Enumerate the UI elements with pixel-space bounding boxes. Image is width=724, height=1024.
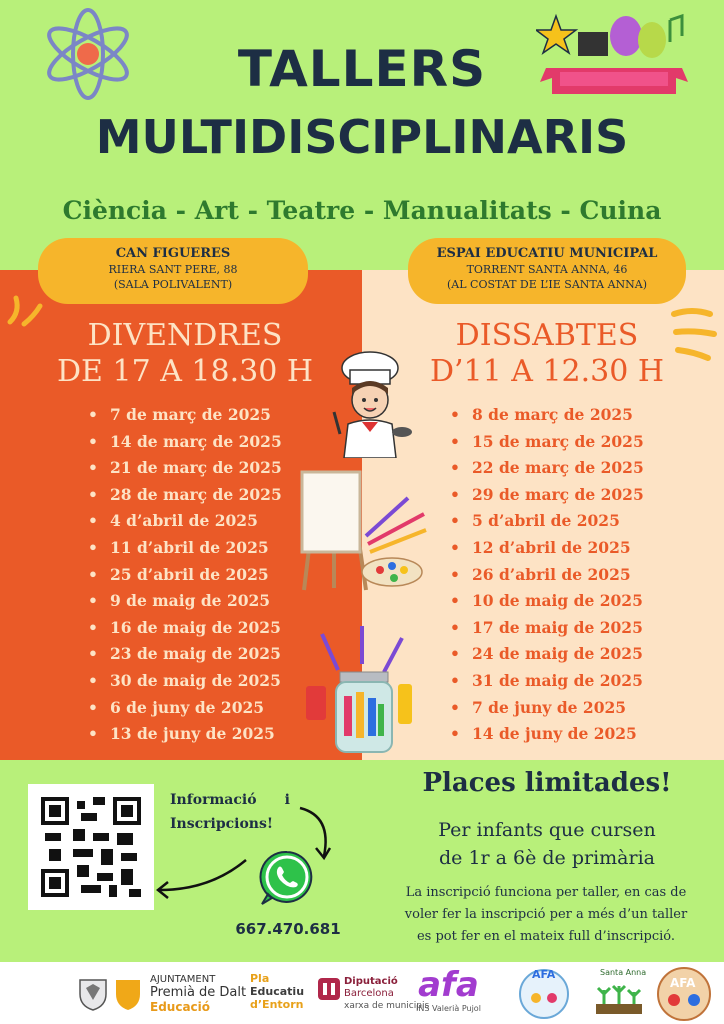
list-item: • 16 de maig de 2025 [88,615,282,642]
friday-schedule-heading [20,318,350,390]
qr-code[interactable] [28,784,154,910]
friday-hours: DE 17 A 18.30 H [57,354,313,389]
list-item: • 26 d’abril de 2025 [450,562,644,589]
list-item: • 22 de març de 2025 [450,455,644,482]
afa-escola-text: AFA [532,968,556,981]
info-inscriptions-label [170,788,290,836]
list-item: • 15 de març de 2025 [450,429,644,456]
afa-ins-logo [416,966,481,1013]
friday-venue-address: RIERA SANT PERE, 88 [108,263,238,276]
list-item: • 8 de març de 2025 [450,402,644,429]
afa-ramon-text: AFA [670,976,696,990]
shield-crest-icon [78,976,108,1012]
note-line-3: es pot fer en el mateix full d’inscripció. [416,929,676,944]
list-item: • 4 d’abril de 2025 [88,508,282,535]
list-item: • 14 de març de 2025 [88,429,282,456]
title-line-1: TALLERS [237,40,487,98]
disciplines-subtitle: Ciència - Art - Teatre - Manualitats - Cuina [62,196,662,225]
diputacio-emblem-icon [318,978,340,1000]
whatsapp-icon[interactable] [258,848,316,906]
list-item: • 7 de març de 2025 [88,402,282,429]
list-item: • 7 de juny de 2025 [450,695,644,722]
pla-line2: Educatiu [250,985,305,998]
list-item: • 12 d’abril de 2025 [450,535,644,562]
ajuntament-line2: Premià de Dalt [150,985,247,1000]
craft-jar-icon [302,624,422,756]
list-item: • 24 de maig de 2025 [450,641,644,668]
registration-note [376,882,716,948]
list-item: • 25 d’abril de 2025 [88,562,282,589]
santa-anna-logo: Santa Anna [600,968,647,977]
saturday-hours: D’11 A 12.30 H [429,354,665,389]
title-line-2: MULTIDISCIPLINARIS [95,110,629,164]
friday-day-label: DIVENDRES [87,318,283,353]
list-item: • 21 de març de 2025 [88,455,282,482]
saturday-day-label: DISSABTES [455,318,639,353]
diputacio-line3: xarxa de municipis [344,1001,430,1011]
pla-line1: Pla [250,972,270,985]
saturday-venue-badge [408,238,686,304]
list-item: • 28 de març de 2025 [88,482,282,509]
afa-text: afa [418,965,479,1005]
list-item: • 29 de març de 2025 [450,482,644,509]
friday-venue-name: CAN FIGUERES [115,246,231,261]
sponsors-footer [0,962,724,1024]
list-item: • 23 de maig de 2025 [88,641,282,668]
list-item: • 17 de maig de 2025 [450,615,644,642]
list-item: • 11 d’abril de 2025 [88,535,282,562]
note-line-1: La inscripció funciona per taller, en cas de [405,885,687,900]
list-item: • 5 d’abril de 2025 [450,508,644,535]
info-word: Informació [170,792,257,808]
list-item: • 9 de maig de 2025 [88,588,282,615]
saturday-venue-address: TORRENT SANTA ANNA, 46 [466,263,628,276]
list-item: • 31 de maig de 2025 [450,668,644,695]
friday-dates-list [88,402,282,748]
qr-code-icon [41,797,141,897]
target-line-1: Per infants que cursen [438,819,656,841]
note-line-2: voler fer la inscripció per a més d’un taller [404,907,688,922]
target-line-2: de 1r a 6è de primària [439,847,655,869]
ajuntament-logo [150,974,246,1014]
pla-educatiu-logo [250,972,304,1011]
saturday-dates-list [450,402,644,748]
target-audience [382,816,712,872]
santa-anna-plants-icon [594,980,644,1016]
info-word-i: i [284,792,290,808]
diputacio-line1: Diputació [344,976,398,987]
saturday-venue-room: (AL COSTAT DE L’IE SANTA ANNA) [446,278,647,291]
list-item: • 13 de juny de 2025 [88,721,282,748]
afa-ramon-logo-icon [656,966,712,1022]
afa-sub: INS Valerià Pujol [416,1004,481,1013]
list-item: • 30 de maig de 2025 [88,668,282,695]
pla-line3: d’Entorn [250,998,304,1011]
list-item: • 10 de maig de 2025 [450,588,644,615]
list-item: • 14 de juny de 2025 [450,721,644,748]
shield-gold-icon [114,976,142,1012]
places-heading: Places limitades! [422,768,672,798]
list-item: • 6 de juny de 2025 [88,695,282,722]
saturday-schedule-heading [382,318,712,390]
friday-venue-badge [38,238,308,304]
arrow-to-qr-icon [150,856,250,904]
saturday-venue-name: ESPAI EDUCATIU MUNICIPAL [436,246,658,261]
phone-number[interactable]: 667.470.681 [235,920,341,938]
friday-venue-room: (SALA POLIVALENT) [113,278,233,291]
diputacio-line2: Barcelona [344,988,394,999]
inscriptions-word: Inscripcions! [170,816,274,832]
ajuntament-line3: Educació [150,1000,211,1014]
chef-illustration-icon [326,348,412,458]
ajuntament-line1: AJUNTAMENT [150,974,216,985]
easel-paints-icon [296,468,430,594]
